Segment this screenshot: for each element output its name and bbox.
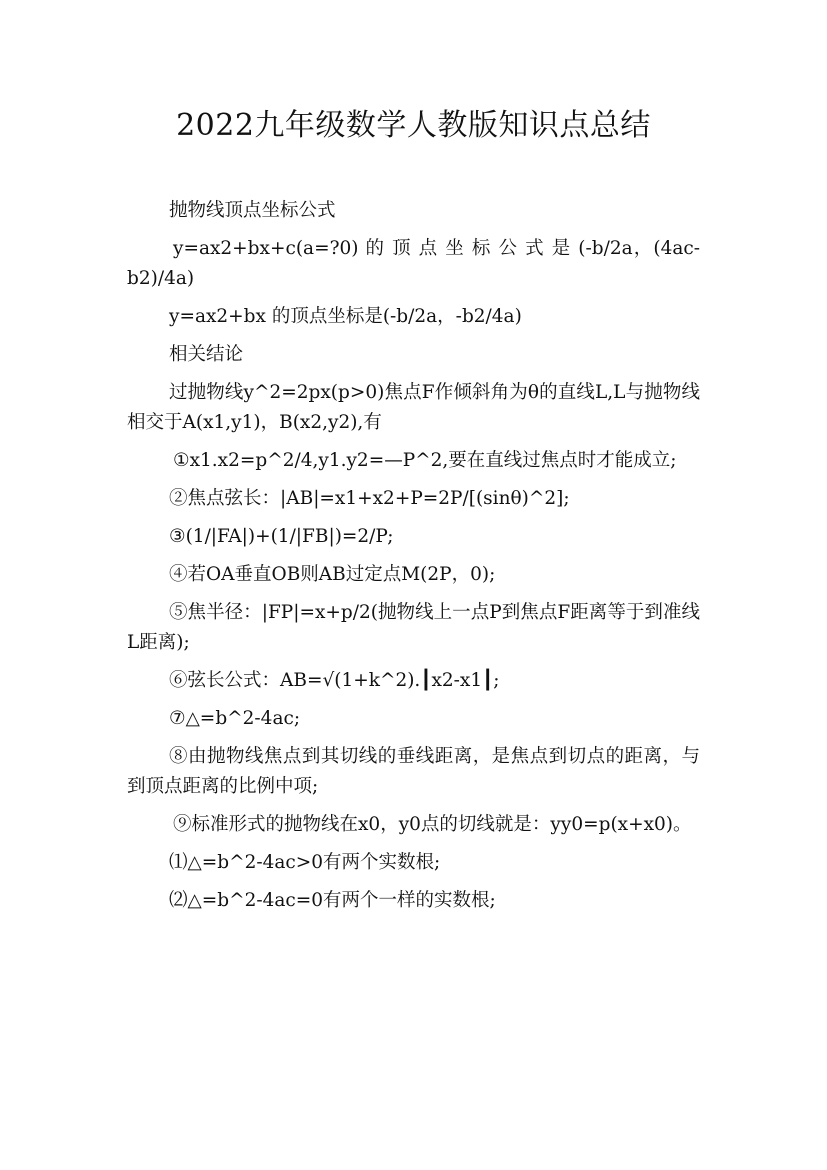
paragraph-vertex-bx: y=ax2+bx 的顶点坐标是(-b/2a，-b2/4a) [169, 306, 522, 327]
paragraph-item-6: ⑥弦长公式：AB=√(1+k^2).┃x2-x1┃; [169, 670, 500, 691]
paragraph-heading-conclusions: 相关结论 [169, 344, 244, 365]
paragraph-item-7: ⑦△=b^2-4ac; [169, 708, 301, 729]
paragraph-vertex-formula: y=ax2+bx+c(a=?0) 的 顶 点 坐 标 公 式 是 (-b/2a，(4ac-b2)/4a) [127, 238, 700, 289]
paragraph-item-4: ④若OA垂直OB则AB过定点M(2P，0); [169, 564, 496, 585]
paragraph-heading-vertex-formula: 抛物线顶点坐标公式 [169, 200, 336, 221]
paragraph-item-3: ③(1/|FA|)+(1/|FB|)=2/P; [169, 526, 394, 547]
paragraph-item-2: ②焦点弦长：|AB|=x1+x2+P=2P/[(sinθ)^2]; [169, 488, 570, 509]
paragraph-item-5: ⑤焦半径：|FP|=x+p/2(抛物线上一点P到焦点F距离等于到准线L距离); [127, 602, 700, 653]
paragraph-focal-chord-intro: 过抛物线y^2=2px(p>0)焦点F作倾斜角为θ的直线L,L与抛物线相交于A(x1,y1)，B(x2,y2),有 [127, 382, 700, 433]
paragraph-item-9: ⑨标准形式的抛物线在x0，y0点的切线就是：yy0=p(x+x0)。 [173, 814, 692, 835]
paragraph-discriminant-positive: ⑴△=b^2-4ac>0有两个实数根; [169, 852, 441, 873]
document-title: 2022九年级数学人教版知识点总结 [176, 108, 651, 143]
paragraph-item-1: ①x1.x2=p^2/4,y1.y2=—P^2,要在直线过焦点时才能成立; [173, 450, 677, 471]
paragraph-item-8: ⑧由抛物线焦点到其切线的垂线距离，是焦点到切点的距离，与到顶点距离的比例中项; [127, 746, 700, 797]
paragraph-discriminant-zero: ⑵△=b^2-4ac=0有两个一样的实数根; [169, 890, 496, 911]
document-body [127, 196, 700, 924]
